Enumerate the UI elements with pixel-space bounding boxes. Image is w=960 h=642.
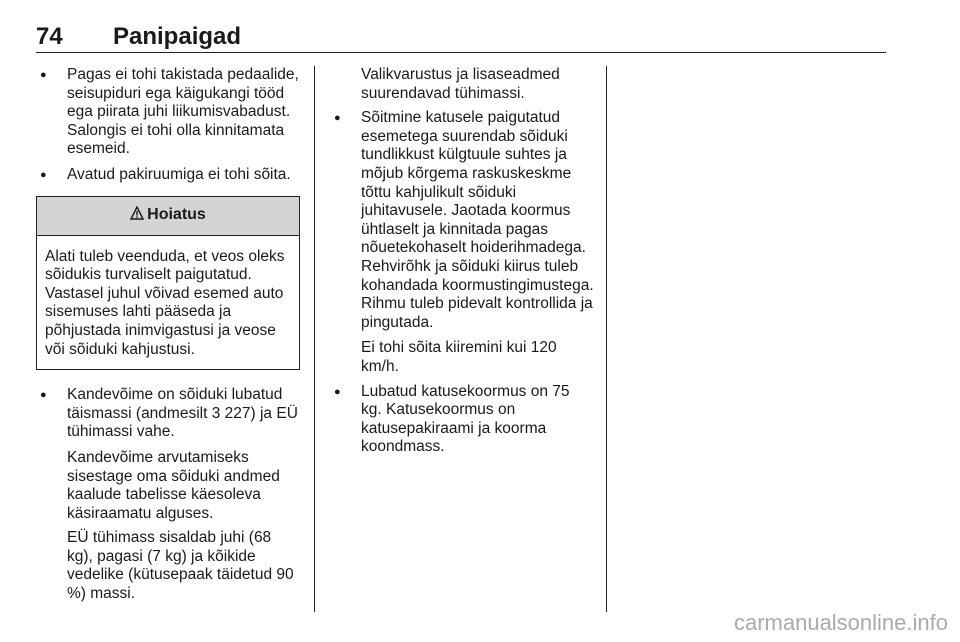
payload-text-end: 227) ja EÜ tühimassi vahe. <box>67 404 298 441</box>
column-left <box>36 66 300 610</box>
bullet-item <box>36 386 300 442</box>
warning-header <box>37 197 299 236</box>
bullet-item: ● Avatud pakiruumiga ei tohi sõita. <box>36 166 300 185</box>
page-title: Panipaigad <box>113 23 242 50</box>
page-header <box>36 22 886 53</box>
watermark: carmanualsonline.info <box>733 610 948 635</box>
bullet-item: ● Lubatud katusekoormus on 75 kg. Katusekoormus on katusepakiraami ja koorma koondmass. <box>330 383 594 457</box>
page-number: 74 <box>36 23 63 50</box>
paragraph: Ei tohi sõita kiiremini kui 120 km/h. <box>361 339 557 375</box>
column-divider <box>606 66 607 612</box>
paragraph: Kandevõime arvutamiseks sisestage oma sõiduki andmed kaalude tabelisse käesoleva käsiraamatu alguses. <box>67 448 280 522</box>
page-reference-arrow-icon[interactable]: 3 <box>211 404 221 422</box>
warning-box <box>36 196 300 371</box>
payload-text: Kandevõime on sõiduki lubatud täismassi (andmesilt <box>67 386 283 422</box>
warning-text: Alati tuleb veenduda, et veos oleks sõidukis turvaliselt paigutatud. Vastasel juhul võivad esemed auto sisemuses lahti pääseda ja põhjustada inimvigastusi ja veose või sõiduki kahjustusi. <box>45 247 285 358</box>
column-divider <box>314 66 315 612</box>
column-middle <box>330 66 594 464</box>
paragraph: EÜ tühimass sisaldab juhi (68 kg), pagasi (7 kg) ja kõikide vedelike (kütusepaak täidetud 90 %) massi. <box>67 529 294 603</box>
warning-triangle-icon <box>130 206 144 226</box>
paragraph: Valikvarustus ja lisaseadmed suurendavad tühimassi. <box>361 66 560 102</box>
warning-title: Hoiatus <box>147 206 206 224</box>
bullet-item: ● Pagas ei tohi takistada pedaalide, seisupiduri ega käigukangi tööd ega piirata juhi liikumisvabadust. Salongis ei tohi olla kinnitamata esemeid. <box>36 66 300 159</box>
bullet-item: ● Sõitmine katusele paigutatud esemetega suurendab sõiduki tundlikkust külgtuule suhtes ja mõjub kõrgema raskuskeskme tõttu kahjulikult sõiduki juhitavusele. Jaotada koormus ühtlaselt ja kinnitada pagas nõuetekohaselt hoiderihmadega. Rehvirõhk ja sõiduki kiirus tuleb kohandada koormustingimustega. Rihmu tuleb pidevalt kontrollida ja pingutada. <box>330 109 594 332</box>
